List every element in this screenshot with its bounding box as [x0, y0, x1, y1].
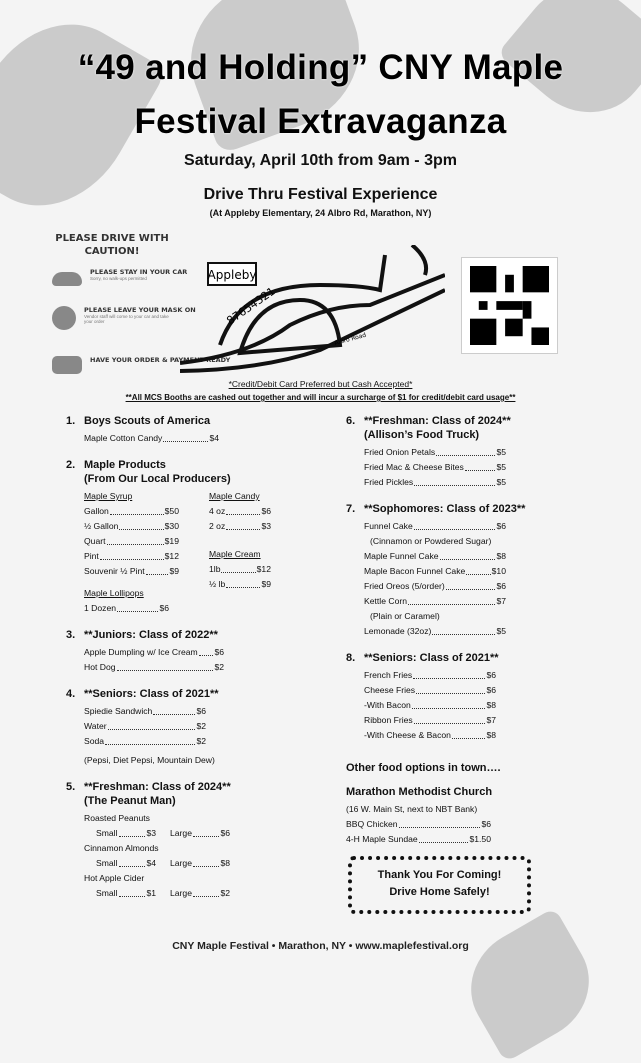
thank-you-box: Thank You For Coming! Drive Home Safely! [348, 856, 531, 914]
menu-item: 2 oz $3 [209, 521, 271, 531]
menu-item: ½ Gallon $30 [84, 521, 179, 531]
car-icon [52, 272, 82, 286]
title-line-1: “49 and Holding” CNY Maple [77, 48, 564, 87]
mask-icon [52, 306, 76, 330]
menu-item: Maple Bacon Funnel Cake $10 [364, 566, 506, 576]
menu-item: Fried Mac & Cheese Bites $5 [364, 462, 506, 472]
section-title: Maple Products [84, 459, 166, 471]
section-8: 8. **Seniors: Class of 2021** French Fries $6 Cheese Fries $6 -With Bacon $8 Ribbon Fries $7 -With Cheese & Bacon $8 [346, 651, 596, 743]
section-title: **Seniors: Class of 2021** [84, 688, 219, 700]
menu-item-name: Cinnamon Almonds [84, 843, 159, 853]
menu-item: Soda $2 [84, 736, 206, 746]
menu-item: Water $2 [84, 721, 206, 731]
event-date: Saturday, April 10th from 9am - 3pm [184, 152, 457, 169]
menu-item: ½ lb $9 [209, 579, 271, 589]
church-name: Marathon Methodist Church [346, 786, 493, 798]
right-column [346, 414, 596, 859]
experience-title: Drive Thru Festival Experience [203, 186, 438, 203]
section-title: **Freshman: Class of 2024** [364, 415, 511, 427]
menu-item: Maple Cotton Candy $4 [84, 433, 219, 443]
menu-item: Fried Oreos (5/order) $6 [364, 581, 506, 591]
surcharge-note: **All MCS Booths are cashed out together and will incur a surcharge of $1 for credit/debit card usage** [125, 393, 516, 402]
menu-item: Cheese Fries $6 [364, 685, 496, 695]
menu-item: Fried Pickles $5 [364, 477, 506, 487]
section-title: **Freshman: Class of 2024** [84, 781, 231, 793]
menu-item: Lemonade (32oz) $5 [364, 626, 506, 636]
map-booth-numbers: 87654321 [224, 284, 278, 328]
menu-item: Fried Onion Petals $5 [364, 447, 506, 457]
menu-item-sizes: Small $4 Large $8 [96, 858, 230, 868]
menu-item: 1lb $12 [209, 564, 271, 574]
qr-code [461, 257, 558, 354]
menu-item: Ribbon Fries $7 [364, 715, 496, 725]
location: (At Appleby Elementary, 24 Albro Rd, Marathon, NY) [209, 208, 432, 218]
menu-item: Funnel Cake $6 [364, 521, 506, 531]
menu-item: Gallon $50 [84, 506, 179, 516]
section-title: **Sophomores: Class of 2023** [364, 503, 526, 515]
menu-item: Apple Dumpling w/ Ice Cream $6 [84, 647, 224, 657]
menu-item: Quart $19 [84, 536, 179, 546]
other-options: Other food options in town…. Marathon Methodist Church (16 W. Main St, next to NBT Bank) BBQ Chicken $6 4-H Maple Sundae $1.50 [346, 761, 596, 847]
section-1: 1. Boys Scouts of America Maple Cotton Candy $4 [66, 414, 306, 446]
menu-item: Spiedie Sandwich $6 [84, 706, 206, 716]
menu-item: 4 oz $6 [209, 506, 271, 516]
caution-item: HAVE YOUR ORDER & PAYMENT READY [52, 356, 230, 374]
title-line-2: Festival Extravaganza [134, 102, 507, 141]
section-4: 4. **Seniors: Class of 2021** Spiedie Sandwich $6 Water $2 Soda $2 (Pepsi, Diet Pepsi, Mountain Dew) [66, 688, 219, 765]
menu-item: Pint $12 [84, 551, 179, 561]
caution-heading: PLEASE DRIVE WITH CAUTION! [55, 233, 169, 257]
menu-item: -With Cheese & Bacon $8 [364, 730, 496, 740]
drive-thru-map [180, 245, 445, 375]
caution-item: PLEASE STAY IN YOUR CAR Sorry, no walk-ups permitted [52, 268, 187, 286]
section-7: 7. **Sophomores: Class of 2023** Funnel Cake $6 (Cinnamon or Powdered Sugar) Maple Funnel Cake $8 Maple Bacon Funnel Cake $10 Fried Oreos (5/order) $6 Kettle Corn $7 (Plain or Caramel) Lemonade (32oz) $5 [346, 502, 596, 639]
credit-card-icon [52, 356, 82, 374]
section-3: 3. **Juniors: Class of 2022** Apple Dumpling w/ Ice Cream $6 Hot Dog $2 [66, 628, 306, 675]
other-heading: Other food options in town…. [346, 762, 501, 774]
menu-item-sizes: Small $3 Large $6 [96, 828, 230, 838]
map-road-label: Albro Road [333, 331, 367, 347]
menu-item: -With Bacon $8 [364, 700, 496, 710]
map-school-label: Appleby [207, 268, 257, 282]
menu-item: Hot Dog $2 [84, 662, 224, 672]
menu-item: Souvenir ½ Pint $9 [84, 566, 179, 576]
menu-item: (Cinnamon or Powdered Sugar) [370, 536, 492, 546]
menu-item: (Plain or Caramel) [370, 611, 440, 621]
section-title: **Seniors: Class of 2021** [364, 652, 499, 664]
menu-item: 4-H Maple Sundae $1.50 [346, 834, 491, 844]
section-title: Boys Scouts of America [84, 415, 211, 427]
menu-item: BBQ Chicken $6 [346, 819, 491, 829]
menu-item-name: Hot Apple Cider [84, 873, 145, 883]
leaf-decoration [451, 907, 610, 1062]
menu-item: Kettle Corn $7 [364, 596, 506, 606]
menu-item: 1 Dozen $6 [84, 603, 169, 613]
menu-item: French Fries $6 [364, 670, 496, 680]
menu-item: Maple Funnel Cake $8 [364, 551, 506, 561]
left-column [66, 414, 306, 913]
caution-item: PLEASE LEAVE YOUR MASK ON Vendor staff will come to your car and take your order [52, 306, 196, 330]
section-title: **Juniors: Class of 2022** [84, 629, 218, 641]
menu-item-name: Roasted Peanuts [84, 813, 150, 823]
section-5: 5. **Freshman: Class of 2024** (The Peanut Man) Roasted Peanuts Small $3 Large $6 Cinnamon Almonds Small $4 Large $8 Hot Apple Cider Small $1 Large $2 [66, 780, 306, 901]
payment-note: *Credit/Debit Card Preferred but Cash Accepted* [228, 379, 413, 389]
section-2: 2. Maple Products (From Our Local Producers) Maple Syrup Gallon $50 ½ Gallon $30 Quart $19 Pint $12 Souvenir ½ Pint $9 Maple Lollipops 1 Dozen $6 Maple Candy 4 oz $6 2 oz $3 Maple Cream 1lb $12 ½ lb $9 [66, 458, 306, 616]
footer: CNY Maple Festival • Marathon, NY • www.maplefestival.org [172, 940, 469, 952]
section-6: 6. **Freshman: Class of 2024** (Allison’s Food Truck) Fried Onion Petals $5 Fried Mac & Cheese Bites $5 Fried Pickles $5 [346, 414, 596, 490]
menu-item-sizes: Small $1 Large $2 [96, 888, 230, 898]
